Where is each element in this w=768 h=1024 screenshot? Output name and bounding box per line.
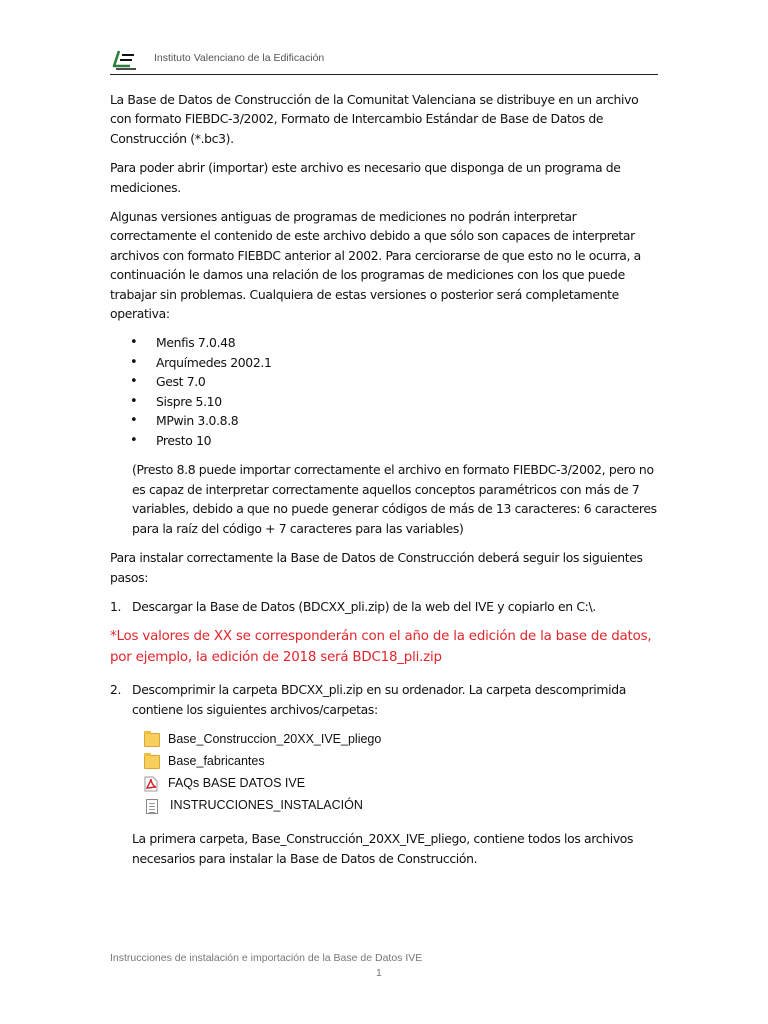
page-number: 1 — [376, 967, 382, 979]
page-footer: Instrucciones de instalación e importación de la Base de Datos IVE — [110, 952, 423, 964]
step-number: 1. — [110, 598, 122, 614]
file-name: Base_Construccion_20XX_IVE_pliego — [168, 732, 382, 747]
file-item — [144, 795, 662, 817]
versions-paragraph: Algunas versiones antiguas de programas de mediciones no podrán interpretar correctamente el contenido de este archivo debido a que sólo son capaces de interpretar archivos con formato FIEBDC anterior al 2002. Para cerciorarse de que esto no le ocurra, a continuación le damos una relación de los programas de mediciones con los que puede trabajar sin problemas. Cualquiera de estas versiones o posterior será completamente operativa: — [110, 209, 641, 322]
list-item: • Arquímedes 2002.1 — [110, 353, 662, 373]
closing-paragraph: La primera carpeta, Base_Construcción_20XX_IVE_pliego, contiene todos los archivos necesarios para instalar la Base de Datos de Construcción. — [132, 831, 634, 866]
file-item — [144, 729, 662, 751]
folder-icon — [144, 755, 160, 769]
install-intro: Para instalar correctamente la Base de Datos de Construcción deberá seguir los siguientes pasos: — [110, 550, 643, 585]
file-name: INSTRUCCIONES_INSTALACIÓN — [170, 798, 363, 813]
intro-paragraph: La Base de Datos de Construcción de la Comunitat Valenciana se distribuye en un archivo con formato FIEBDC-3/2002, Formato de Intercambio Estándar de Base de Datos de Construcción (*.bc3). — [110, 92, 639, 146]
requirement-paragraph: Para poder abrir (importar) este archivo es necesario que disponga de un programa de mediciones. — [110, 160, 621, 195]
list-item: • Sispre 5.10 — [110, 392, 662, 412]
step-text: Descargar la Base de Datos (BDCXX_pli.zip) de la web del IVE y copiarlo en C:\. — [132, 598, 596, 614]
header-title: Instituto Valenciano de la Edificación — [154, 52, 325, 64]
step-1 — [110, 597, 662, 616]
presto-note: (Presto 8.8 puede importar correctamente el archivo en formato FIEBDC-3/2002, pero no es capaz de interpretar correctamente aquellos conceptos paramétricos con más de 7 variables, debido a que no puede generar códigos de más de 13 caracteres: 6 caracteres para la raíz del código + 7 caracteres para las variables) — [132, 462, 657, 536]
edition-note: *Los valores de XX se corresponderán con el año de la edición de la base de datos, por ejemplo, la edición de 2018 será BDC18_pli.zip — [110, 629, 652, 666]
step-2 — [110, 680, 662, 719]
list-item: • Menfis 7.0.48 — [110, 333, 662, 353]
step-number: 2. — [110, 682, 122, 698]
list-item: • Presto 10 — [110, 431, 662, 451]
step-text: Descomprimir la carpeta BDCXX_pli.zip en su ordenador. La carpeta descomprimida contiene los siguientes archivos/carpetas: — [132, 682, 626, 717]
ive-logo-icon — [110, 49, 140, 71]
list-item: • MPwin 3.0.8.8 — [110, 411, 662, 431]
file-item — [144, 773, 662, 795]
list-item: • Gest 7.0 — [110, 372, 662, 392]
text-document-icon — [146, 799, 158, 814]
file-name: Base_fabricantes — [168, 754, 265, 769]
pdf-icon — [144, 776, 158, 792]
file-item — [144, 751, 662, 773]
programs-list — [110, 333, 662, 450]
file-list — [144, 729, 662, 817]
file-name: FAQs BASE DATOS IVE — [168, 776, 306, 791]
page-header — [110, 46, 658, 75]
folder-icon — [144, 733, 160, 747]
document-body — [110, 90, 662, 878]
